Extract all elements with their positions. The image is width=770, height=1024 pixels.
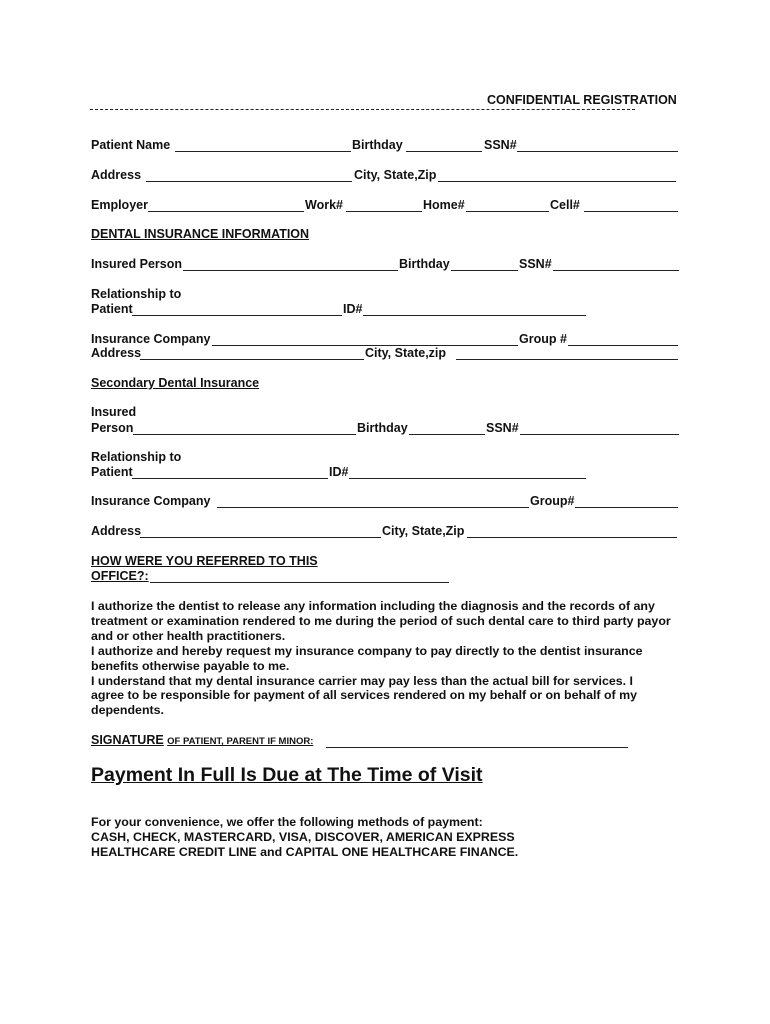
secondary-city-label: City, State,Zip	[382, 524, 465, 538]
secondary-company-field[interactable]	[217, 507, 529, 508]
authorization-line: treatment or examination rendered to me during the period of such dental care to third party payor	[91, 613, 671, 628]
insured-person-label: Insured Person	[91, 257, 182, 271]
patient-name-field[interactable]	[175, 151, 351, 152]
secondary-relationship-label: Relationship to	[91, 450, 182, 464]
payment-line: HEALTHCARE CREDIT LINE and CAPITAL ONE HEALTHCARE FINANCE.	[91, 844, 519, 859]
dashed-divider	[90, 109, 635, 110]
relationship-label: Relationship to	[91, 287, 182, 301]
signature-label: SIGNATURE	[91, 733, 164, 747]
insured-birthday-label: Birthday	[399, 257, 450, 271]
home-phone-label: Home#	[423, 198, 465, 212]
payment-heading: Payment In Full Is Due at The Time of Visit	[91, 764, 483, 786]
group-number-field[interactable]	[568, 345, 678, 346]
secondary-relationship-patient-label: Patient	[91, 465, 133, 479]
secondary-id-field[interactable]	[349, 478, 586, 479]
authorization-line: dependents.	[91, 703, 164, 718]
patient-birthday-label: Birthday	[352, 138, 403, 152]
patient-city-label: City, State,Zip	[354, 168, 437, 182]
group-number-label: Group #	[519, 332, 567, 346]
patient-ssn-label: SSN#	[484, 138, 517, 152]
insurance-address-field[interactable]	[140, 359, 364, 360]
patient-name-label: Patient Name	[91, 138, 171, 152]
authorization-line: I understand that my dental insurance carrier may pay less than the actual bill for services. I	[91, 673, 633, 688]
secondary-id-label: ID#	[329, 465, 349, 479]
payment-line: For your convenience, we offer the following methods of payment:	[91, 815, 483, 829]
secondary-ssn-label: SSN#	[486, 421, 519, 435]
insured-ssn-field[interactable]	[553, 270, 679, 271]
referral-question-line2: OFFICE?:	[91, 569, 149, 583]
secondary-birthday-label: Birthday	[357, 421, 408, 435]
insurance-id-label: ID#	[343, 302, 363, 316]
secondary-insured-label: Insured	[91, 405, 137, 419]
authorization-line: I authorize the dentist to release any information including the diagnosis and the records of any	[91, 599, 655, 613]
referral-question-line1: HOW WERE YOU REFERRED TO THIS	[91, 554, 318, 568]
employer-label: Employer	[91, 198, 148, 212]
relationship-label-patient: Patient	[91, 302, 133, 316]
payment-line: CASH, CHECK, MASTERCARD, VISA, DISCOVER, AMERICAN EXPRESS	[91, 829, 515, 844]
secondary-group-field[interactable]	[575, 507, 678, 508]
signature-field[interactable]	[326, 747, 628, 748]
dental-insurance-heading: DENTAL INSURANCE INFORMATION	[91, 227, 310, 241]
patient-address-label: Address	[91, 168, 142, 182]
cell-phone-label: Cell#	[550, 198, 580, 212]
secondary-insured-person-field[interactable]	[133, 434, 356, 435]
patient-ssn-field[interactable]	[517, 151, 678, 152]
patient-address-field[interactable]	[146, 181, 352, 182]
secondary-address-field[interactable]	[140, 537, 381, 538]
cell-phone-field[interactable]	[584, 211, 678, 212]
payment-methods-text	[91, 815, 691, 860]
authorization-line: benefits otherwise payable to me.	[91, 658, 290, 673]
secondary-city-field[interactable]	[467, 537, 677, 538]
secondary-relationship-field[interactable]	[132, 478, 328, 479]
secondary-ssn-field[interactable]	[520, 434, 679, 435]
insurance-id-field[interactable]	[363, 315, 586, 316]
employer-field[interactable]	[148, 211, 304, 212]
secondary-birthday-field[interactable]	[409, 434, 485, 435]
work-phone-label: Work#	[305, 198, 343, 212]
secondary-insurance-heading: Secondary Dental Insurance	[91, 376, 260, 390]
home-phone-field[interactable]	[466, 211, 549, 212]
authorization-line: I authorize and hereby request my insurance company to pay directly to the dentist insurance	[91, 643, 643, 658]
patient-city-field[interactable]	[438, 181, 676, 182]
relationship-field[interactable]	[132, 315, 342, 316]
secondary-group-label: Group#	[530, 494, 575, 508]
insurance-address-label: Address	[91, 346, 142, 360]
secondary-company-label: Insurance Company	[91, 494, 211, 508]
insurance-city-field[interactable]	[456, 359, 678, 360]
insured-ssn-label: SSN#	[519, 257, 552, 271]
insurance-company-label: Insurance Company	[91, 332, 211, 346]
insured-person-field[interactable]	[183, 270, 398, 271]
patient-birthday-field[interactable]	[406, 151, 482, 152]
signature-label-group	[91, 733, 313, 749]
authorization-text	[91, 599, 691, 718]
insured-birthday-field[interactable]	[451, 270, 518, 271]
insurance-city-label: City, State,zip	[365, 346, 447, 360]
secondary-insured-person-label: Person	[91, 421, 134, 435]
work-phone-field[interactable]	[346, 211, 422, 212]
signature-sublabel: OF PATIENT, PARENT IF MINOR:	[167, 736, 314, 747]
authorization-line: and or other health practitioners.	[91, 628, 286, 643]
secondary-address-label: Address	[91, 524, 142, 538]
form-title: CONFIDENTIAL REGISTRATION	[487, 93, 677, 107]
authorization-line: agree to be responsible for payment of all services rendered on my behalf or on behalf of my	[91, 688, 638, 703]
referral-field[interactable]	[150, 582, 449, 583]
